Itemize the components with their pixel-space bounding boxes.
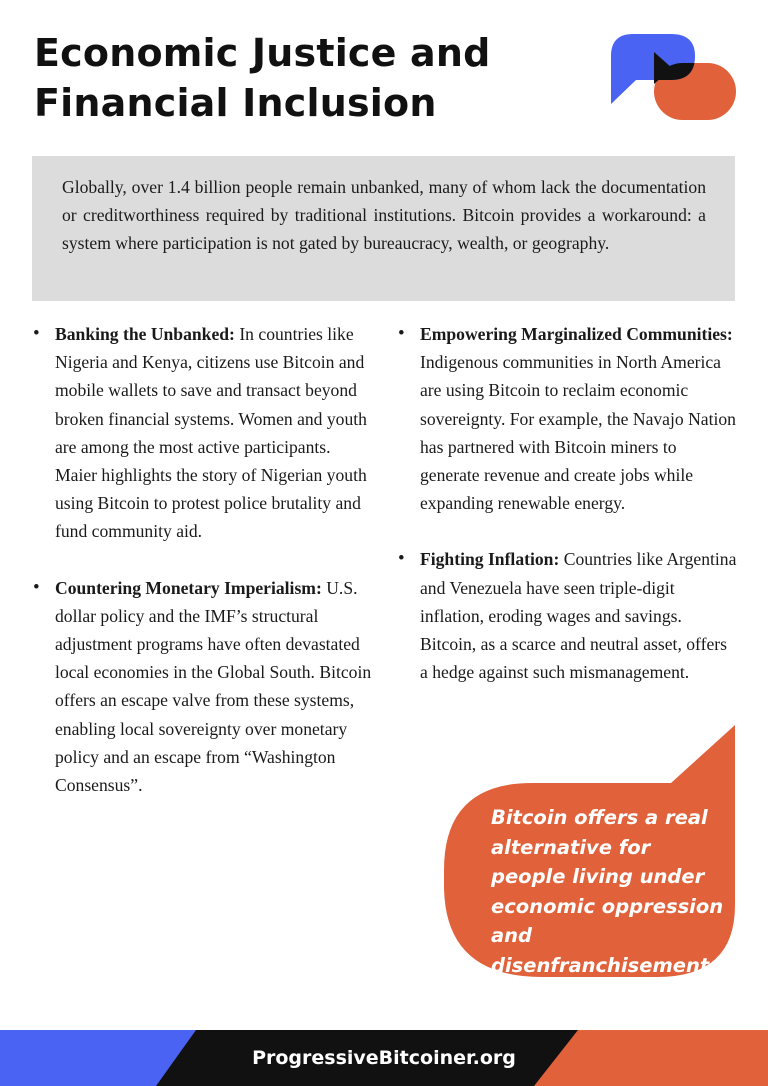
bullet-fighting-inflation bbox=[398, 545, 738, 686]
footer-bar bbox=[0, 1030, 768, 1086]
right-column bbox=[398, 320, 738, 686]
page-title bbox=[34, 28, 574, 128]
left-column bbox=[33, 320, 373, 799]
bullet-heading: Empowering Marginalized Communities: bbox=[420, 324, 733, 344]
bullet-countering-monetary-imperialism bbox=[33, 574, 373, 800]
intro-text: Globally, over 1.4 billion people remain unbanked, many of whom lack the documentation or creditworthiness required by traditional institutions. Bitcoin provides a workaround: a system where participation is not gated by bureaucracy, wealth, or geography. bbox=[62, 177, 706, 254]
bullet-body: In countries like Nigeria and Kenya, citizens use Bitcoin and mobile wallets to save and transact beyond broken financial systems. Women and youth are among the most active participants. Maier highlights the story of Nigerian youth using Bitcoin to protest police brutality and fund community aid. bbox=[55, 324, 367, 542]
bullet-heading: Fighting Inflation: bbox=[420, 549, 560, 570]
footer-website-link[interactable]: ProgressiveBitcoiner.org bbox=[252, 1047, 516, 1069]
bullet-body: U.S. dollar policy and the IMF’s structural adjustment programs have often devastated local economies in the Global South. Bitcoin offers an escape valve from these systems, enabling local sovereignty over monetary policy and an escape from “Washington Consensus”. bbox=[55, 577, 372, 796]
page-title-line-1: Economic Justice and bbox=[34, 31, 491, 75]
page-title-line-2: Financial Inclusion bbox=[34, 81, 437, 125]
quote-text: Bitcoin offers a real alternative for people living under economic oppression and disenfranchisement bbox=[491, 806, 724, 977]
bullet-heading: Countering Monetary Imperialism: bbox=[55, 577, 322, 598]
bullet-body: Indigenous communities in North America are using Bitcoin to reclaim economic sovereignty. For example, the Navajo Nation has partnered with Bitcoin miners to generate revenue and create jobs while expanding renewable energy. bbox=[420, 352, 736, 514]
bullet-empowering-marginalized-communities bbox=[398, 320, 738, 517]
intro-box bbox=[32, 156, 735, 301]
progressive-bitcoiner-logo-icon bbox=[608, 32, 736, 124]
bullet-body: Countries like Argentina and Venezuela have seen triple-digit inflation, eroding wages and savings. Bitcoin, as a scarce and neutral asset, offers a hedge against such mismanagement. bbox=[420, 549, 737, 683]
bullet-heading: Banking the Unbanked: bbox=[55, 324, 235, 344]
bullet-banking-unbanked bbox=[33, 320, 373, 546]
